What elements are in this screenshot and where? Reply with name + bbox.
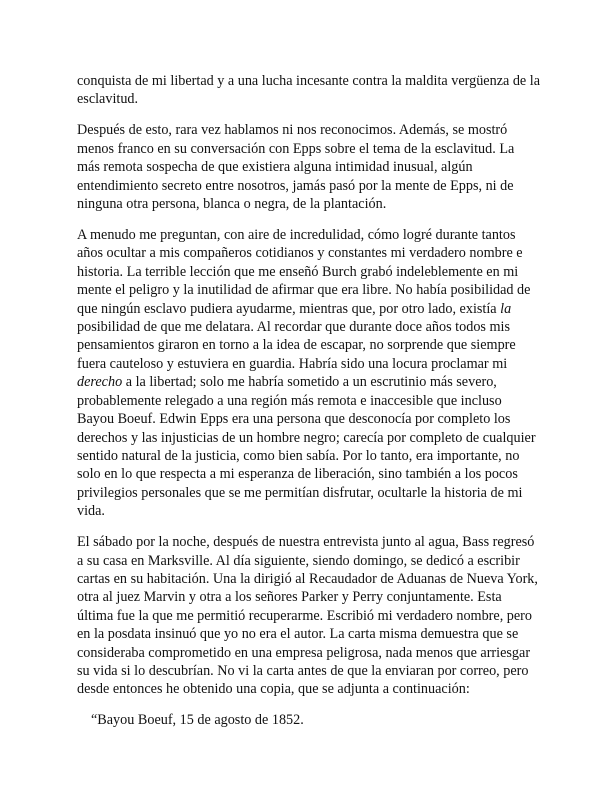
paragraph-4-text: El sábado por la noche, después de nuestra entrevista junto al agua, Bass regresó a su casa en Marksville. Al día siguiente, siendo domingo, se dedicó a escribir cartas en su habitación. Una la dirigió al Recaudador de Aduanas de Nueva York, otra al juez Marvin y otra a los señores Parker y Perry conjuntamente. Esta última fue la que me permitió recuperarme. Escribió mi verdadero nombre, pero en la posdata insinuó que yo no era el autor. La carta misma demuestra que se consideraba comprometido en una empresa peligrosa, nada menos que arriesgar su vida si lo descubrían. No vi la carta antes de que la enviaran por correo, pero desde entonces he obtenido una copia, que se adjunta a continuación:: [77, 534, 538, 698]
paragraph-3-italic-derecho: derecho: [77, 374, 123, 391]
paragraph-3: [77, 226, 540, 521]
paragraph-2-text: Después de esto, rara vez hablamos ni nos reconocimos. Además, se mostró menos franco en su conversación con Epps sobre el tema de la esclavitud. La más remota sospecha de que existiera alguna intimidad inusual, algún entendimiento secreto entre nosotros, jamás pasó por la mente de Epps, ni de ninguna otra persona, blanca o negra, de la plantación.: [77, 122, 515, 213]
paragraph-1-text: conquista de mi libertad y a una lucha incesante contra la maldita vergüenza de la esclavitud.: [77, 73, 541, 108]
paragraph-2: [77, 121, 540, 213]
letter-dateline-text: “Bayou Boeuf, 15 de agosto de 1852.: [91, 712, 304, 729]
paragraph-1: [77, 72, 540, 109]
paragraph-3-run-3: a la libertad; solo me habría sometido a un escrutinio más severo, probablemente relegado a una región más remota e inaccesible que incluso Bayou Boeuf. Edwin Epps era una persona que desconocía por completo los derechos y las injusticias de un hombre negro; carecía por completo de cualquier sentido natural de la justicia, como bien sabía. Por lo tanto, era importante, no solo en lo que respecta a mi esperanza de liberación, sino también a los pocos privilegios personales que se me permitían disfrutar, ocultarle la historia de mi vida.: [77, 374, 536, 520]
letter-dateline: [77, 711, 540, 729]
paragraph-3-run-2: posibilidad de que me delatara. Al recordar que durante doce años todos mis pensamientos giraron en torno a la idea de escapar, no sorprende que siempre fuera cauteloso y estuviera en guardia. Habría sido una locura proclamar mi: [77, 319, 516, 372]
paragraph-4: [77, 533, 540, 699]
document-page: [77, 72, 540, 742]
paragraph-3-italic-la: la: [500, 300, 512, 317]
paragraph-3-run-1: A menudo me preguntan, con aire de incredulidad, cómo logré durante tantos años ocultar a mis compañeros cotidianos y constantes mi verdadero nombre e historia. La terrible lección que me enseñó Burch grabó indeleblemente en mi mente el peligro y la inutilidad de afirmar que era libre. No había posibilidad de que ningún esclavo pudiera ayudarme, mientras que, por otro lado, existía: [77, 227, 531, 317]
